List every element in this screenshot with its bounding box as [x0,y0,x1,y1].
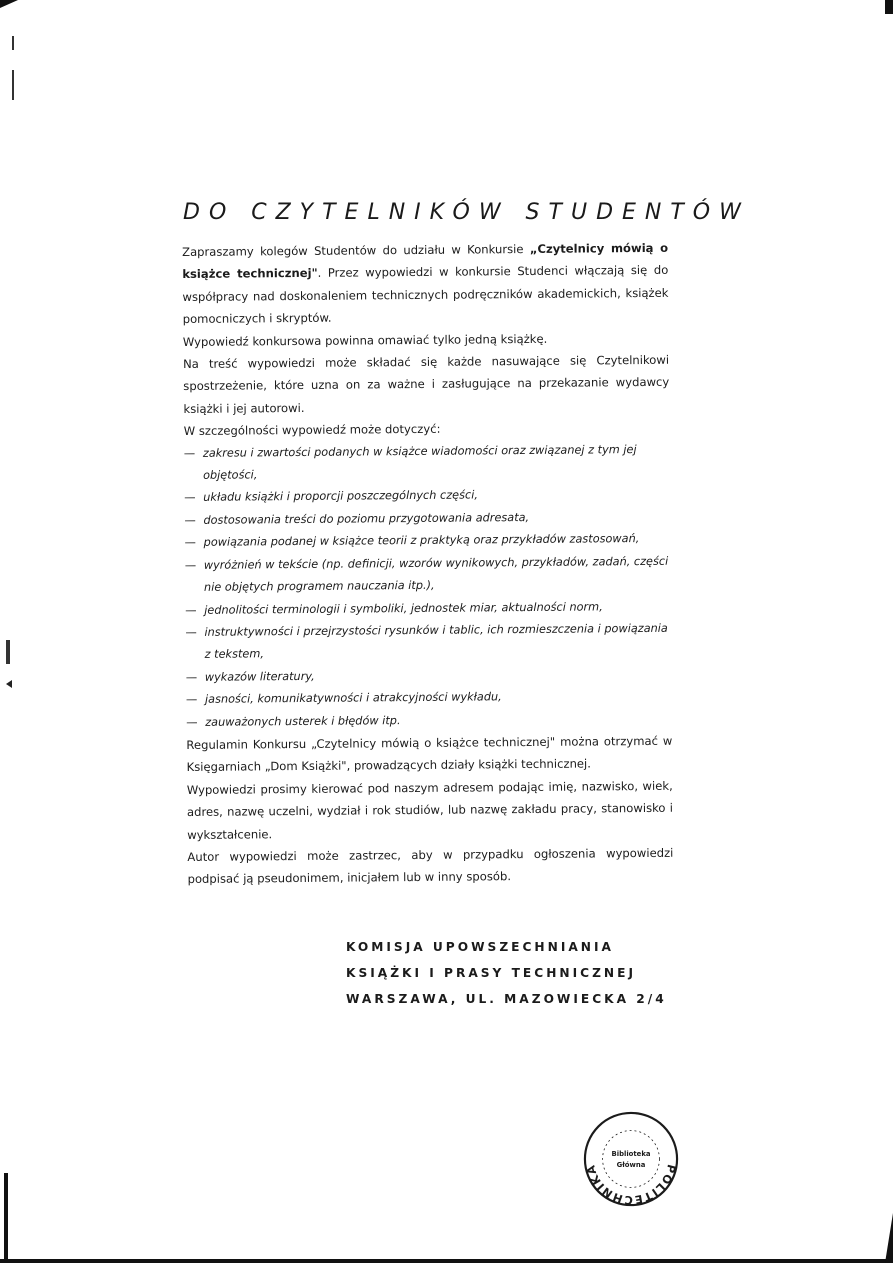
paragraph: Wypowiedź konkursowa powinna omawiać tylko jedną książkę. [182,331,548,349]
page-title: DO CZYTELNIKÓW STUDENTÓW [183,200,750,225]
list-item-text: powiązania podanej w książce teorii z praktyką oraz przykładów zastosowań, [203,532,640,550]
list-dash: — [186,715,198,729]
paragraph: W szczególności wypowiedź może dotyczyć: [183,422,441,439]
list-item [185,618,671,667]
list-dash: — [183,446,196,460]
list-item-text: zauważonych usterek i błędów itp. [205,713,401,729]
stamp-ring-text: POLITECHNIKA [584,1162,678,1207]
library-stamp [582,1110,680,1208]
scan-corner-mark [0,0,18,8]
scan-right-edge [885,1213,893,1263]
list-dash: — [185,603,197,617]
list-item [185,550,671,599]
scan-corner-mark [885,0,893,14]
list-item-text: jednolitości terminologii i symboliki, jednostek miar, aktualności norm, [204,599,603,617]
paragraph: Regulamin Konkursu „Czytelnicy mówią o książce technicznej" można otrzymać w Księgarniach „Dom Książki", prowadzących działy książki technicznej. [186,733,673,775]
list-dash: — [185,625,197,639]
scan-edge-mark [12,70,14,100]
intro-paragraph [182,237,669,331]
contest-name: „Czytelnicy mówią o książce technicznej" [182,240,669,282]
list-item-text: wyróżnień w tekście (np. definicji, wzorów wynikowych, przykładów, zadań, części nie objętych programem nauczania itp.), [203,554,669,594]
stamp-center-text: Biblioteka [611,1150,651,1159]
list-dash: — [184,536,196,550]
list-dash: — [184,558,197,572]
scan-edge-mark [6,640,10,664]
publisher-line: KSIĄŻKI I PRASY TECHNICZNEJ [346,966,636,980]
list-item-text: dostosowania treści do poziomu przygotowania adresata, [203,510,530,527]
body-text [182,237,674,891]
scan-edge-mark [6,680,12,688]
paragraph: Autor wypowiedzi może zastrzec, aby w przypadku ogłoszenia wypowiedzi podpisać ją pseudonimem, inicjałem lub w inny sposób. [187,845,674,887]
list-item-text: zakresu i zwartości podanych w książce wiadomości oraz związanej z tym jej objętości, [202,442,637,482]
list-dash: — [185,670,198,684]
list-dash: — [184,491,196,505]
list-dash: — [184,513,196,527]
scan-edge-mark [12,36,14,50]
publisher-address-block [346,934,676,1012]
stamp-center-text: Główna [616,1160,646,1169]
list-dash: — [185,693,198,707]
scan-bottom-edge [0,1259,893,1263]
paragraph: Wypowiedzi prosimy kierować pod naszym adresem podając imię, nazwisko, wiek, adres, nazwę uczelni, wydział i rok studiów, lub nazwę zakładu pracy, stanowisko i wykształcenie. [186,778,674,842]
topics-list [184,438,673,734]
intro-text: Zapraszamy kolegów Studentów do udziału w Konkursie [182,241,530,259]
stamp-icon [582,1110,680,1208]
list-item [184,438,670,487]
scan-left-edge [4,1173,8,1263]
list-item-text: wykazów literatury, [204,669,315,684]
publisher-line: KOMISJA UPOWSZECHNIANIA [346,940,614,954]
list-item-text: układu książki i proporcji poszczególnych części, [203,488,478,505]
intro-text-continued: . Przez wypowiedzi w konkursie Studenci włączają się do współpracy nad doskonaleniem technicznych podręczników akademickich, książek pomocniczych i skryptów. [182,263,669,327]
address-line: WARSZAWA, UL. MAZOWIECKA 2/4 [346,992,667,1006]
list-item-text: instruktywności i przejrzystości rysunków i tablic, ich rozmieszczenia i powiązania z tekstem, [204,621,668,662]
list-item-text: jasności, komunikatywności i atrakcyjności wykładu, [204,690,502,706]
paragraph: Na treść wypowiedzi może składać się każde nasuwające się Czytelnikowi spostrzeżenie, które uzna on za ważne i zasługujące na przekazanie wydawcy książki i jej autorowi. [183,352,670,416]
